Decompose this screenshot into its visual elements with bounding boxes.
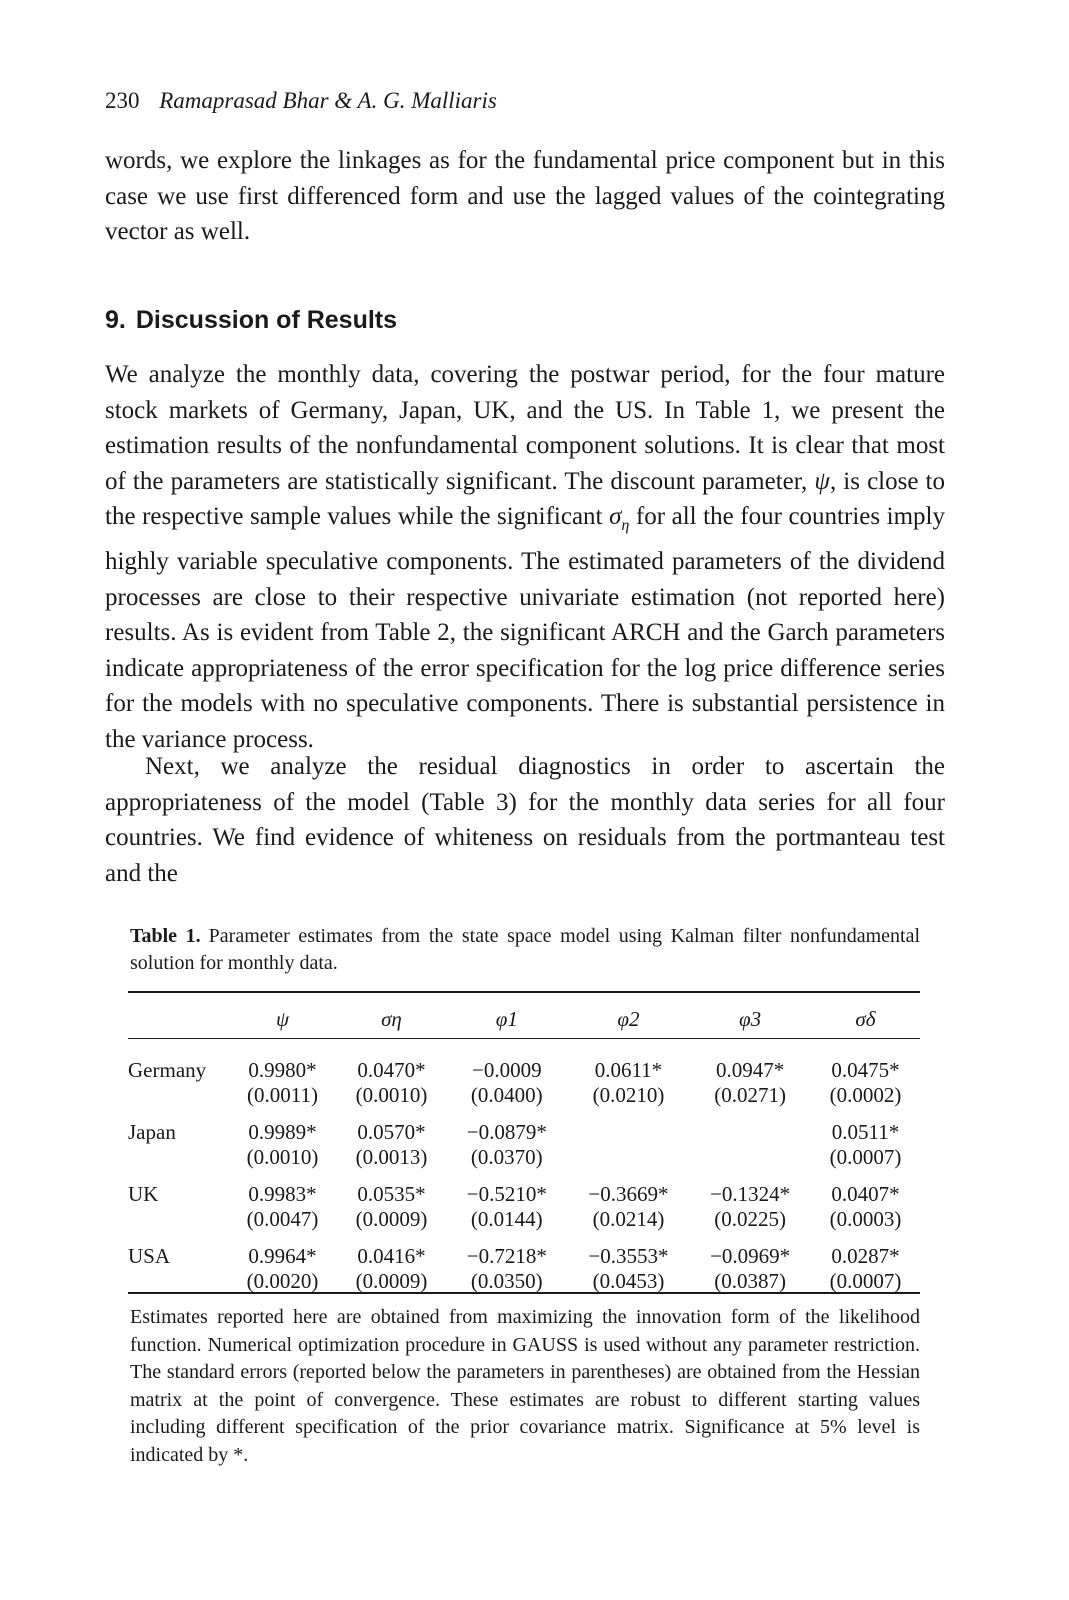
table-caption-text: Parameter estimates from the state space model using Kalman filter nonfundamental solution for monthly data. [130, 925, 920, 974]
estimate-cell: 0.9980* [248, 1058, 317, 1082]
estimate-cell: 0.0611* [594, 1058, 663, 1082]
estimate-cell: 0.9964* [248, 1244, 317, 1268]
estimate-cell [568, 1120, 690, 1145]
std-error-cell: (0.0002) [829, 1083, 902, 1107]
std-error-cell: (0.0214) [592, 1207, 665, 1231]
std-error-cell [568, 1145, 690, 1170]
estimate-cell: 0.0535* [357, 1182, 426, 1206]
table-row-std-errors [128, 1269, 920, 1294]
std-error-cell: (0.0350) [470, 1269, 543, 1293]
table-row [128, 1182, 920, 1207]
estimate-cell: −0.7218* [466, 1244, 547, 1268]
estimate-cell: 0.0416* [357, 1244, 426, 1268]
std-error-cell: (0.0020) [246, 1269, 319, 1293]
std-error-cell: (0.0047) [246, 1207, 319, 1231]
paragraph-text-part-1: We analyze the monthly data, covering the postwar period, for the four mature stock markets of Germany, Japan, UK, and the US. In Table 1, we present the estimation results of the nonfundamental component solutions. It is clear that most of the parameters are statistically significant. The discount parameter, [105, 361, 945, 495]
std-error-cell: (0.0144) [470, 1207, 543, 1231]
estimate-cell: 0.0511* [831, 1120, 900, 1144]
column-header: φ1 [495, 1006, 518, 1031]
std-error-cell: (0.0009) [355, 1207, 428, 1231]
estimate-cell: 0.0475* [831, 1058, 900, 1082]
paragraph-text-part-3: for all the four countries imply highly variable speculative components. The estimated parameters of the dividend processes are close to their respective univariate estimation (not reported here) results. As is evident from Table 2, the significant ARCH and the Garch parameters indicate appropriateness of the error specification for the log price difference series for the models with no speculative components. There is substantial persistence in the variance process. [105, 503, 945, 753]
country-label: USA [128, 1244, 171, 1268]
paragraph-text-part-2: , is close to the respective sample values while the significant [105, 467, 945, 531]
std-error-cell: (0.0013) [355, 1145, 428, 1169]
intro-paragraph: words, we explore the linkages as for the fundamental price component but in this case we use first differenced form and use the lagged values of the cointegrating vector as well. [105, 147, 945, 246]
estimate-cell: −0.1324* [710, 1182, 791, 1206]
psi-symbol: ψ [814, 467, 830, 495]
table-row [128, 1120, 920, 1145]
table-label: Table 1. [130, 925, 201, 947]
estimate-cell: −0.3553* [588, 1244, 669, 1268]
parameter-table [128, 1000, 920, 1294]
country-label: Japan [128, 1120, 176, 1144]
std-error-cell: (0.0010) [355, 1083, 428, 1107]
estimate-cell: −0.5210* [466, 1182, 547, 1206]
estimate-cell: −0.0009 [472, 1058, 542, 1082]
page-number: 230 [105, 88, 140, 113]
table-note: Estimates reported here are obtained from maximizing the innovation form of the likelihood function. Numerical optimization procedure in GAUSS is used without any parameter restriction. The standard errors (reported below the parameters in parentheses) are obtained from the Hessian matrix at the point of convergence. These estimates are robust to different starting values including different specification of the prior covariance matrix. Significance at 5% level is indicated by *. [130, 1306, 920, 1466]
table-caption [130, 923, 920, 977]
table-row [128, 1244, 920, 1269]
std-error-cell: (0.0225) [714, 1207, 786, 1231]
estimate-cell: 0.0287* [831, 1244, 900, 1268]
column-header: ψ [275, 1006, 290, 1031]
std-error-cell: (0.0010) [246, 1145, 319, 1169]
table-header-row [128, 1000, 920, 1038]
section-heading [105, 302, 397, 338]
table-row-std-errors [128, 1207, 920, 1232]
std-error-cell [689, 1145, 811, 1170]
column-header: φ3 [739, 1006, 762, 1031]
estimate-cell: 0.9989* [248, 1120, 317, 1144]
std-error-cell: (0.0400) [470, 1083, 543, 1107]
std-error-cell: (0.0271) [714, 1083, 786, 1107]
section-title: Discussion of Results [135, 306, 398, 334]
table-top-rule [128, 991, 920, 993]
table-row [128, 1058, 920, 1083]
std-error-cell: (0.0370) [470, 1145, 543, 1169]
estimate-cell: 0.0470* [357, 1058, 426, 1082]
estimate-cell: 0.0407* [831, 1182, 900, 1206]
country-label: Germany [128, 1058, 207, 1082]
results-paragraph-2: Next, we analyze the residual diagnostics in order to ascertain the appropriateness of the model (Table 3) for the monthly data series for all four countries. We find evidence of whiteness on residuals from the portmanteau test and the [105, 753, 945, 887]
std-error-cell: (0.0210) [592, 1083, 665, 1107]
estimate-cell [689, 1120, 811, 1145]
std-error-cell: (0.0003) [829, 1207, 902, 1231]
estimate-cell: −0.3669* [588, 1182, 669, 1206]
table-row-std-errors [128, 1145, 920, 1170]
estimate-cell: 0.0570* [357, 1120, 426, 1144]
std-error-cell: (0.0007) [829, 1145, 902, 1169]
eta-subscript: η [621, 517, 630, 535]
estimate-cell: −0.0879* [466, 1120, 547, 1144]
std-error-cell: (0.0453) [592, 1269, 665, 1293]
results-paragraph-1 [105, 357, 945, 758]
estimate-cell: −0.0969* [710, 1244, 791, 1268]
sigma-symbol: σ [609, 503, 622, 531]
column-header: φ2 [617, 1006, 640, 1031]
std-error-cell: (0.0011) [247, 1083, 318, 1107]
std-error-cell: (0.0009) [355, 1269, 428, 1293]
section-number: 9. [105, 306, 126, 334]
country-label: UK [128, 1182, 159, 1206]
estimate-cell: 0.9983* [248, 1182, 317, 1206]
running-header [105, 86, 497, 116]
running-header-authors: Ramaprasad Bhar & A. G. Malliaris [159, 88, 497, 113]
row-label-header [128, 1000, 228, 1038]
table-row-std-errors [128, 1083, 920, 1108]
std-error-cell: (0.0387) [714, 1269, 786, 1293]
column-header: ση [381, 1006, 402, 1031]
estimate-cell: 0.0947* [715, 1058, 785, 1082]
std-error-cell: (0.0007) [829, 1269, 902, 1293]
column-header: σδ [855, 1006, 876, 1031]
